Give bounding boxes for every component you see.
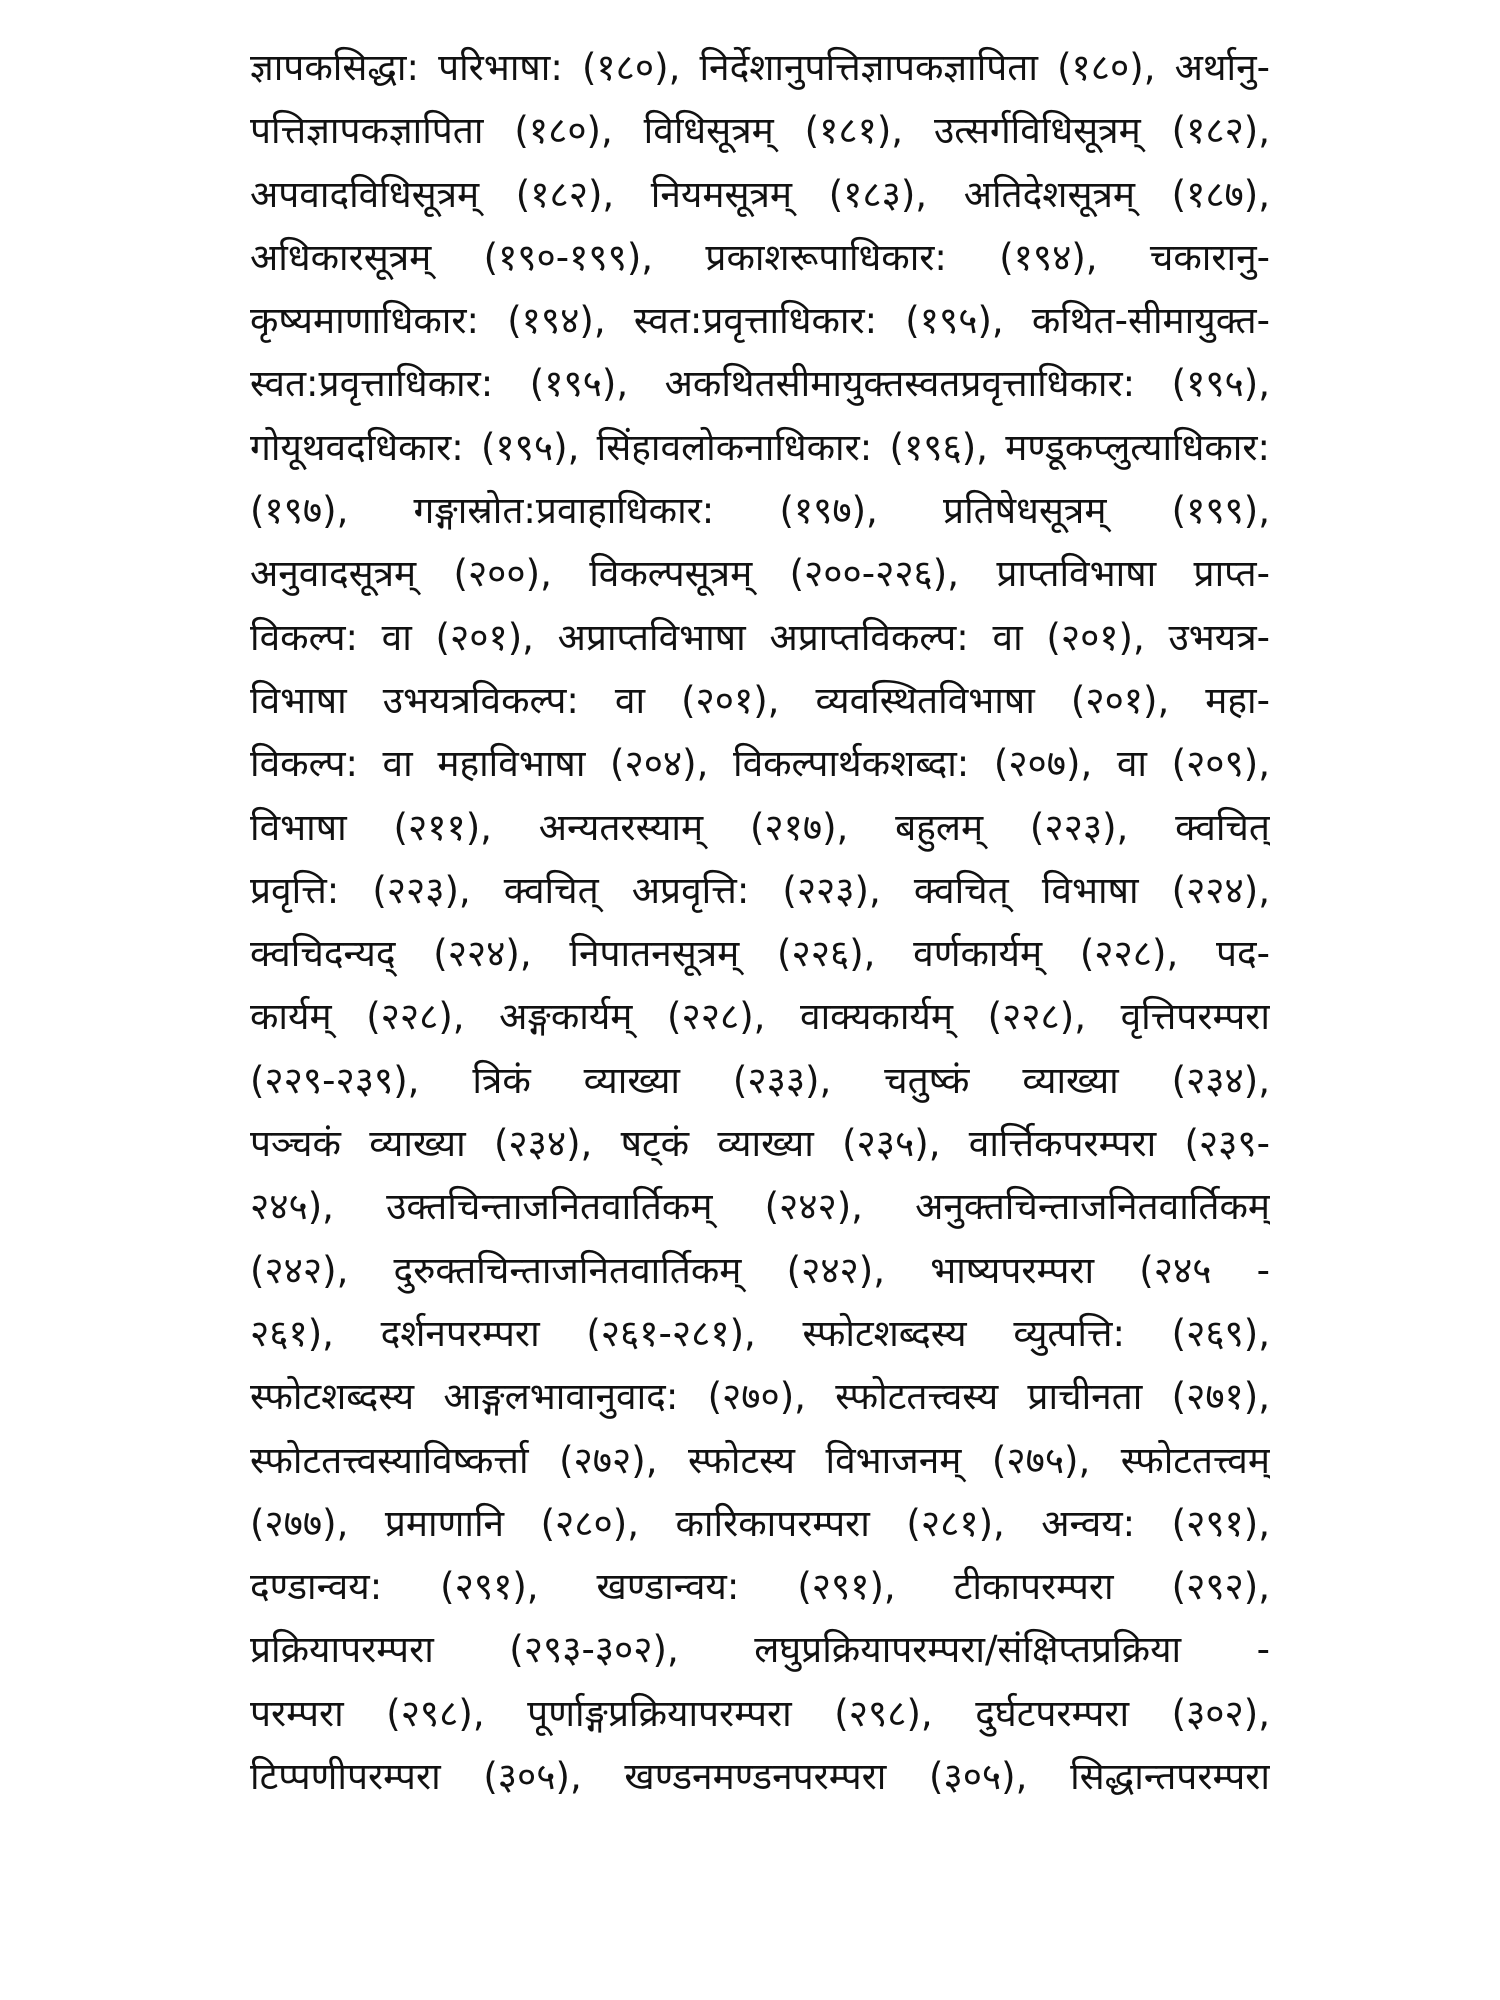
text-line: अनुवादसूत्रम् (२००), विकल्पसूत्रम् (२००-२२६), प्राप्तविभाषा प्राप्त- [250, 552, 1270, 596]
text-line: प्रवृत्ति: (२२३), क्वचित् अप्रवृत्ति: (२२३), क्वचित् विभाषा (२२४), [250, 868, 1270, 912]
text-line: कार्यम् (२२८), अङ्गकार्यम् (२२८), वाक्यकार्यम् (२२८), वृत्तिपरम्परा [250, 995, 1270, 1039]
index-text-block [250, 36, 1270, 1808]
text-line: क्वचिदन्यद् (२२४), निपातनसूत्रम् (२२६), वर्णकार्यम् (२२८), पद- [250, 932, 1270, 976]
text-line: पञ्चकं व्याख्या (२३४), षट्कं व्याख्या (२३५), वार्त्तिकपरम्परा (२३९- [250, 1122, 1270, 1166]
text-line: विभाषा (२११), अन्यतरस्याम् (२१७), बहुलम् (२२३), क्वचित् [250, 805, 1270, 849]
text-line: स्वत:प्रवृत्ताधिकार: (१९५), अकथितसीमायुक्तस्वतप्रवृत्ताधिकार: (१९५), [250, 362, 1270, 406]
text-line: विकल्प: वा महाविभाषा (२०४), विकल्पार्थकशब्दा: (२०७), वा (२०९), [250, 742, 1270, 786]
text-line: पत्तिज्ञापकज्ञापिता (१८०), विधिसूत्रम् (१८१), उत्सर्गविधिसूत्रम् (१८२), [250, 109, 1270, 153]
text-line: गोयूथवदधिकार: (१९५), सिंहावलोकनाधिकार: (१९६), मण्डूकप्लुत्याधिकार: [250, 425, 1270, 469]
text-line: (२४२), दुरुक्तचिन्ताजनितवार्तिकम् (२४२), भाष्यपरम्परा (२४५ - [250, 1248, 1270, 1292]
text-line: स्फोटतत्त्वस्याविष्कर्त्ता (२७२), स्फोटस्य विभाजनम् (२७५), स्फोटतत्त्वम् [250, 1438, 1270, 1482]
text-line: प्रक्रियापरम्परा (२९३-३०२), लघुप्रक्रियापरम्परा/संक्षिप्तप्रक्रिया - [250, 1628, 1270, 1672]
text-line: परम्परा (२९८), पूर्णाङ्गप्रक्रियापरम्परा (२९८), दुर्घटपरम्परा (३०२), [250, 1691, 1270, 1735]
text-line: विभाषा उभयत्रविकल्प: वा (२०१), व्यवस्थितविभाषा (२०१), महा- [250, 678, 1270, 722]
text-line: अपवादविधिसूत्रम् (१८२), नियमसूत्रम् (१८३), अतिदेशसूत्रम् (१८७), [250, 172, 1270, 216]
text-line: विकल्प: वा (२०१), अप्राप्तविभाषा अप्राप्तविकल्प: वा (२०१), उभयत्र- [250, 615, 1270, 659]
text-line: ज्ञापकसिद्धा: परिभाषा: (१८०), निर्देशानुपत्तिज्ञापकज्ञापिता (१८०), अर्थानु- [250, 46, 1270, 89]
text-line: (१९७), गङ्गास्रोत:प्रवाहाधिकार: (१९७), प्रतिषेधसूत्रम् (१९९), [250, 489, 1270, 533]
text-line: (२७७), प्रमाणानि (२८०), कारिकापरम्परा (२८१), अन्वय: (२९१), [250, 1501, 1270, 1545]
text-line: अधिकारसूत्रम् (१९०-१९९), प्रकाशरूपाधिकार: (१९४), चकारानु- [250, 235, 1270, 279]
text-line: कृष्यमाणाधिकार: (१९४), स्वत:प्रवृत्ताधिकार: (१९५), कथित-सीमायुक्त- [250, 299, 1270, 343]
text-line: स्फोटशब्दस्य आङ्गलभावानुवाद: (२७०), स्फोटतत्त्वस्य प्राचीनता (२७१), [250, 1375, 1270, 1419]
text-line: (२२९-२३९), त्रिकं व्याख्या (२३३), चतुष्कं व्याख्या (२३४), [250, 1058, 1270, 1102]
text-line: दण्डान्वय: (२९१), खण्डान्वय: (२९१), टीकापरम्परा (२९२), [250, 1565, 1270, 1609]
text-line: २६१), दर्शनपरम्परा (२६१-२८१), स्फोटशब्दस्य व्युत्पत्ति: (२६९), [250, 1311, 1270, 1355]
text-line: २४५), उक्तचिन्ताजनितवार्तिकम् (२४२), अनुक्तचिन्ताजनितवार्तिकम् [250, 1185, 1270, 1229]
text-line: टिप्पणीपरम्परा (३०५), खण्डनमण्डनपरम्परा (३०५), सिद्धान्तपरम्परा [250, 1755, 1270, 1799]
